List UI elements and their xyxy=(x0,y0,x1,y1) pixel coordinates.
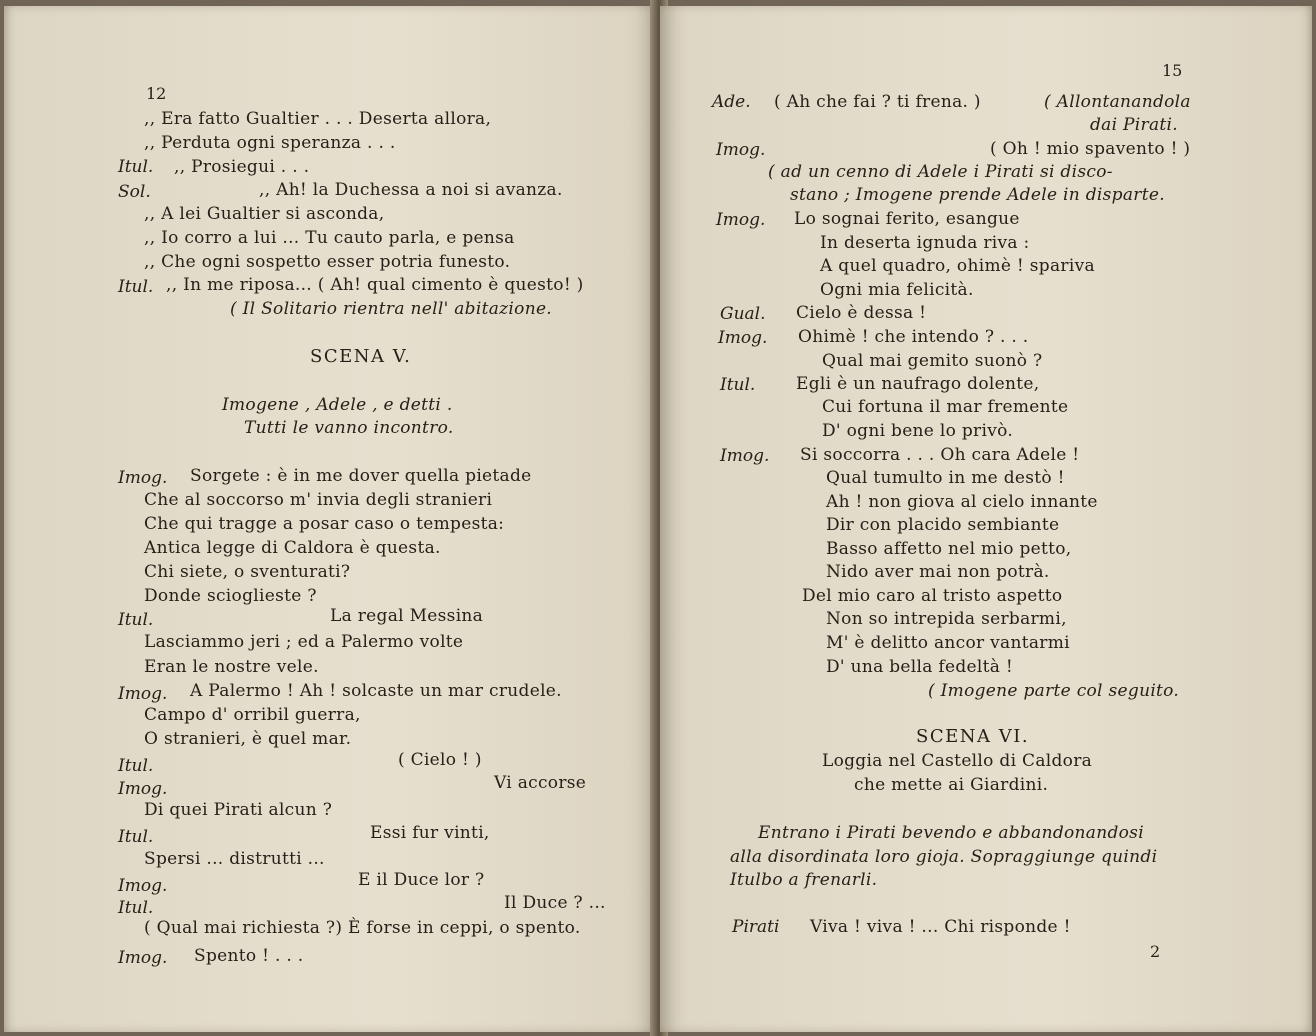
stage-direction: Itulbo a frenarli. xyxy=(730,870,878,890)
verse-line: E il Duce lor ? xyxy=(358,870,485,890)
page-number: 15 xyxy=(1162,61,1183,80)
verse-line: A Palermo ! Ah ! solcaste un mar crudele. xyxy=(190,681,562,701)
verse-line: Cielo è dessa ! xyxy=(796,303,927,323)
speaker-name: Itul. xyxy=(118,610,154,630)
verse-line: M' è delitto ancor vantarmi xyxy=(826,633,1070,653)
speaker-name: Imog. xyxy=(118,684,168,704)
verse-line: Il Duce ? ... xyxy=(504,893,606,913)
verse-line: Viva ! viva ! ... Chi risponde ! xyxy=(810,917,1071,937)
verse-line: Vi accorse xyxy=(494,773,587,793)
verse-line: Qual tumulto in me destò ! xyxy=(826,468,1065,488)
speaker-name: Itul. xyxy=(118,277,154,297)
verse-line: D' ogni bene lo privò. xyxy=(822,421,1014,441)
scene-title: SCENA V. xyxy=(310,346,412,367)
speaker-name: Imog. xyxy=(720,446,770,466)
verse-line: ( Ah che fai ? ti frena. ) xyxy=(774,92,981,112)
speaker-name: Itul. xyxy=(118,756,154,776)
verse-line: Spersi ... distrutti ... xyxy=(144,849,325,869)
verse-line: ,, Prosiegui . . . xyxy=(174,157,310,177)
verse-line: La regal Messina xyxy=(330,606,484,626)
verse-line: ( Oh ! mio spavento ! ) xyxy=(990,139,1191,159)
speaker-name: Itul. xyxy=(118,827,154,847)
verse-line: Cui fortuna il mar fremente xyxy=(822,397,1069,417)
verse-line: ,, Perduta ogni speranza . . . xyxy=(144,133,396,153)
verse-line: Si soccorra . . . Oh cara Adele ! xyxy=(800,445,1080,465)
verse-line: Lo sognai ferito, esangue xyxy=(794,209,1020,229)
speaker-name: Imog. xyxy=(118,948,168,968)
speaker-name: Itul. xyxy=(720,375,756,395)
speaker-name: Ade. xyxy=(712,92,751,112)
speaker-name: Pirati xyxy=(732,917,780,937)
speaker-name: Imog. xyxy=(716,140,766,160)
verse-line: Dir con placido sembiante xyxy=(826,515,1060,535)
verse-line: Essi fur vinti, xyxy=(370,823,490,843)
verse-line: Campo d' orribil guerra, xyxy=(144,705,361,725)
verse-line: Lasciammo jeri ; ed a Palermo volte xyxy=(144,632,464,652)
stage-direction: stano ; Imogene prende Adele in disparte. xyxy=(790,185,1165,205)
speaker-name: Gual. xyxy=(720,304,766,324)
speaker-name: Itul. xyxy=(118,898,154,918)
signature-mark: 2 xyxy=(1150,942,1161,961)
left-page xyxy=(4,6,656,1032)
stage-direction: dai Pirati. xyxy=(1090,115,1178,135)
verse-line: Che al soccorso m' invia degli stranieri xyxy=(144,490,493,510)
verse-line: Egli è un naufrago dolente, xyxy=(796,374,1040,394)
verse-line: ( Qual mai richiesta ?) È forse in ceppi, o spento. xyxy=(144,918,581,938)
verse-line: Nido aver mai non potrà. xyxy=(826,562,1050,582)
stage-direction: ( Allontanandola xyxy=(1044,92,1191,112)
speaker-name: Imog. xyxy=(118,779,168,799)
verse-line: ,, In me riposa... ( Ah! qual cimento è questo! ) xyxy=(166,275,584,295)
speaker-name: Sol. xyxy=(118,182,151,202)
verse-line: ,, Che ogni sospetto esser potria funesto. xyxy=(144,252,511,272)
right-page xyxy=(660,6,1312,1032)
verse-line: Basso affetto nel mio petto, xyxy=(826,539,1072,559)
speaker-name: Itul. xyxy=(118,157,154,177)
scene-title: SCENA VI. xyxy=(916,726,1030,747)
verse-line: Ohimè ! che intendo ? . . . xyxy=(798,327,1029,347)
speaker-name: Imog. xyxy=(718,328,768,348)
verse-line: Eran le nostre vele. xyxy=(144,657,319,677)
verse-line: ( Cielo ! ) xyxy=(398,750,482,770)
verse-line: Chi siete, o sventurati? xyxy=(144,562,351,582)
verse-line: ,, Era fatto Gualtier . . . Deserta allora, xyxy=(144,109,492,129)
verse-line: Sorgete : è in me dover quella pietade xyxy=(190,466,532,486)
stage-direction: Entrano i Pirati bevendo e abbandonandosi xyxy=(758,823,1144,843)
verse-line: A quel quadro, ohimè ! spariva xyxy=(820,256,1095,276)
verse-line: ,, Ah! la Duchessa a noi si avanza. xyxy=(259,180,563,200)
verse-line: In deserta ignuda riva : xyxy=(820,233,1030,253)
speaker-name: Imog. xyxy=(118,876,168,896)
verse-line: Donde scioglieste ? xyxy=(144,586,317,606)
verse-line: Di quei Pirati alcun ? xyxy=(144,800,333,820)
page-number: 12 xyxy=(146,84,167,103)
speaker-name: Imog. xyxy=(716,210,766,230)
verse-line: Ogni mia felicità. xyxy=(820,280,974,300)
stage-direction: ( ad un cenno di Adele i Pirati si disco- xyxy=(768,162,1113,182)
verse-line: Non so intrepida serbarmi, xyxy=(826,609,1067,629)
scene-cast: Imogene , Adele , e detti . xyxy=(222,395,453,415)
verse-line: Qual mai gemito suonò ? xyxy=(822,351,1043,371)
scene-setting: che mette ai Giardini. xyxy=(854,775,1049,795)
verse-line: O stranieri, è quel mar. xyxy=(144,729,352,749)
scene-setting: Loggia nel Castello di Caldora xyxy=(822,751,1093,771)
scene-cast-direction: Tutti le vanno incontro. xyxy=(244,418,454,438)
verse-line: Ah ! non giova al cielo innante xyxy=(826,492,1098,512)
verse-line: ,, Io corro a lui ... Tu cauto parla, e pensa xyxy=(144,228,515,248)
stage-direction: ( Il Solitario rientra nell' abitazione. xyxy=(230,299,553,319)
stage-direction: ( Imogene parte col seguito. xyxy=(928,681,1180,701)
verse-line: Del mio caro al tristo aspetto xyxy=(802,586,1063,606)
speaker-name: Imog. xyxy=(118,468,168,488)
verse-line: Che qui tragge a posar caso o tempesta: xyxy=(144,514,505,534)
stage-direction: alla disordinata loro gioja. Sopraggiunge quindi xyxy=(730,847,1158,867)
verse-line: D' una bella fedeltà ! xyxy=(826,657,1014,677)
verse-line: Antica legge di Caldora è questa. xyxy=(144,538,441,558)
verse-line: Spento ! . . . xyxy=(194,946,304,966)
verse-line: ,, A lei Gualtier si asconda, xyxy=(144,204,385,224)
